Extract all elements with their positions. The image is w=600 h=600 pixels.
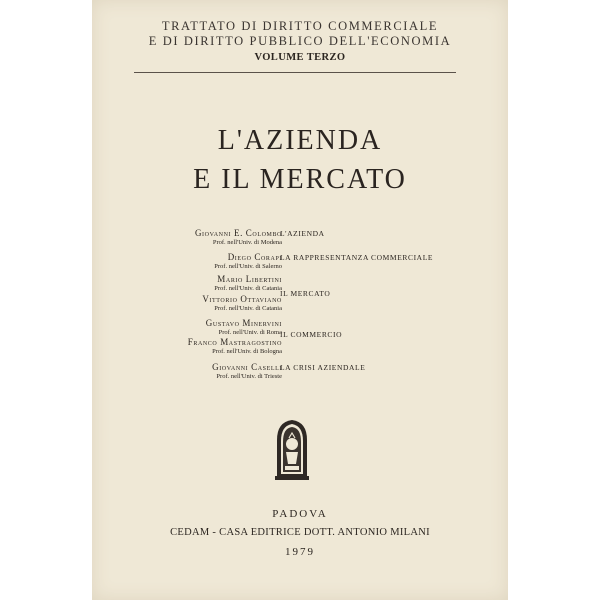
imprint-publisher: CEDAM - CASA EDITRICE DOTT. ANTONIO MILANI — [170, 527, 430, 538]
author-affiliation: Prof. nell'Univ. di Trieste — [216, 373, 282, 380]
author-colombo — [195, 228, 282, 247]
author-affiliation: Prof. nell'Univ. di Modena — [212, 239, 282, 246]
author-affiliation: Prof. nell'Univ. di Catania — [214, 305, 282, 312]
author-minervini — [206, 318, 282, 337]
author-name: Franco Mastragostino — [187, 337, 282, 347]
title-page — [92, 0, 508, 600]
author-libertini — [214, 274, 282, 293]
main-title-line-1: L'AZIENDA — [217, 125, 383, 156]
author-corapi — [214, 252, 282, 271]
topic-commercio: IL COMMERCIO — [280, 330, 343, 339]
topic-azienda: L'AZIENDA — [280, 229, 325, 238]
author-caselli — [212, 362, 282, 381]
divider-rule — [134, 72, 456, 73]
publisher-emblem-icon — [274, 418, 310, 482]
series-title-line-1: TRATTATO DI DIRITTO COMMERCIALE — [161, 19, 439, 33]
author-affiliation: Prof. nell'Univ. di Roma — [218, 329, 282, 336]
series-title — [92, 19, 508, 49]
series-title-line-2: E DI DIRITTO PUBBLICO DELL'ECONOMIA — [148, 34, 452, 48]
author-ottaviano — [202, 294, 282, 313]
main-title-line-2: E IL MERCATO — [193, 164, 407, 195]
imprint-place: PADOVA — [272, 508, 328, 520]
author-name: Mario Libertini — [217, 274, 282, 284]
topic-rappresentanza: LA RAPPRESENTANZA COMMERCIALE — [280, 253, 434, 262]
topic-mercato: IL MERCATO — [280, 289, 331, 298]
author-name: Diego Corapi — [227, 252, 282, 262]
topic-crisi: LA CRISI AZIENDALE — [280, 363, 366, 372]
author-affiliation: Prof. nell'Univ. di Catania — [214, 285, 282, 292]
author-name: Gustavo Minervini — [205, 318, 282, 328]
volume-label: VOLUME TERZO — [254, 52, 346, 63]
author-name: Giovanni E. Colombo — [194, 228, 282, 238]
author-mastragostino — [188, 337, 282, 356]
author-affiliation: Prof. nell'Univ. di Salerno — [214, 263, 282, 270]
imprint-year: 1979 — [285, 546, 315, 558]
author-name: Giovanni Caselli — [212, 362, 282, 372]
author-name: Vittorio Ottaviano — [202, 294, 282, 304]
author-affiliation: Prof. nell'Univ. di Bologna — [212, 348, 282, 355]
